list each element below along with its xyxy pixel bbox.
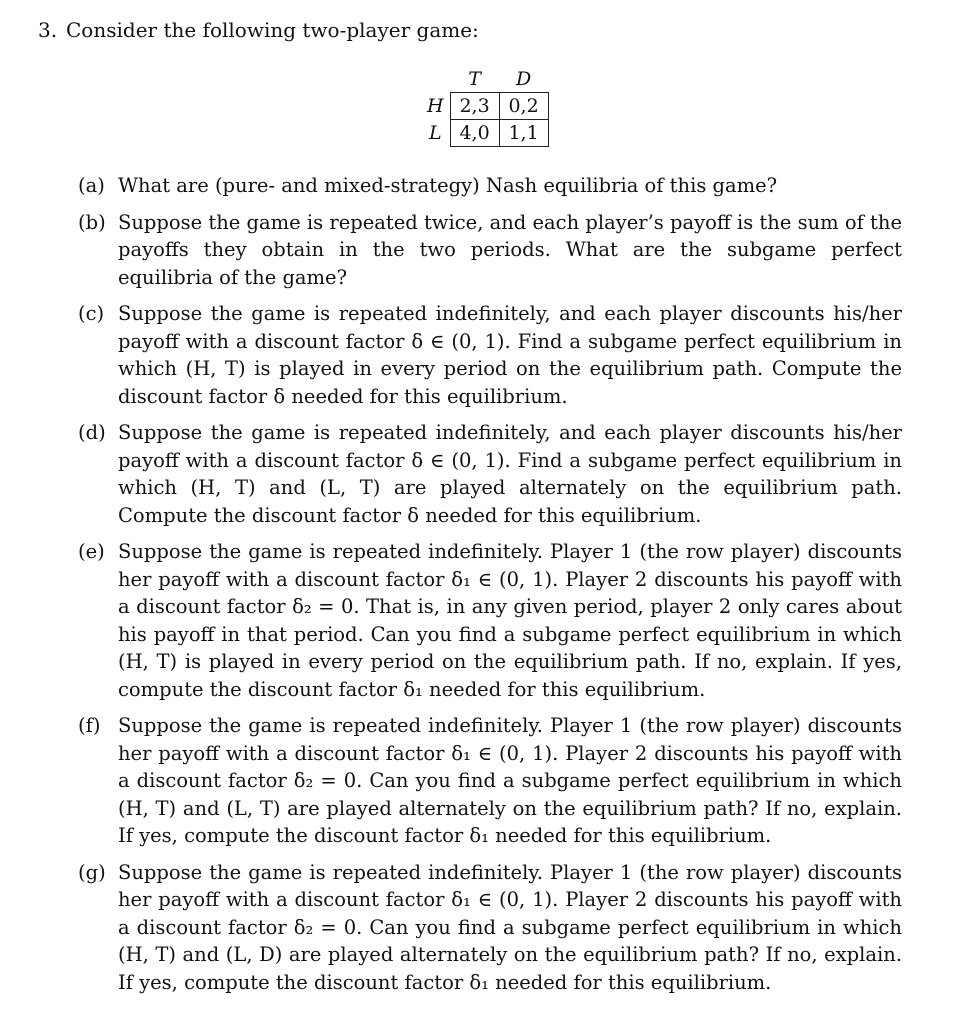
payoff-matrix — [420, 66, 549, 147]
cell-h-d: 0,2 — [499, 93, 548, 120]
row-label-l: L — [428, 122, 442, 144]
part-label: (f) — [78, 714, 101, 737]
col-label-t: T — [468, 68, 481, 90]
part-label: (g) — [78, 860, 106, 884]
question-header — [38, 16, 479, 44]
part-b — [78, 209, 902, 292]
part-text: Suppose the game is repeated indefinitely. Player 1 (the row player) discounts her payoff with a discount factor δ₁ ∈ (0, 1). Player 2 discounts his payoff with a discount factor δ₂ = 0. Can you find a subgame perfect equilibrium in which (H, T) and (L, D) are played alternately on the equilibrium path? If no, explain. If yes, compute the discount factor δ₁ needed for this equilibrium. — [118, 860, 902, 994]
matrix-row-h — [420, 93, 548, 120]
part-a — [78, 172, 902, 200]
part-e — [78, 538, 902, 703]
question-prompt: Consider the following two-player game: — [66, 18, 479, 42]
row-label-h: H — [427, 95, 444, 117]
part-label: (e) — [78, 540, 105, 563]
part-label: (d) — [78, 421, 106, 444]
part-label: (a) — [78, 174, 105, 197]
column-header-row — [420, 66, 548, 93]
cell-l-t: 4,0 — [450, 120, 499, 147]
part-text: Suppose the game is repeated twice, and each player’s payoff is the sum of the payoffs they obtain in the two periods. What are the subgame perfect equilibria of the game? — [118, 210, 902, 289]
cell-l-d: 1,1 — [499, 120, 548, 147]
part-text: Suppose the game is repeated indefinitely, and each player discounts his/her payoff with a discount factor δ ∈ (0, 1). Find a subgame perfect equilibrium in which (H, T) is played in every period on the equilibrium path. Compute the discount factor δ needed for this equilibrium. — [118, 302, 902, 408]
col-label-d: D — [515, 68, 532, 90]
part-f — [78, 712, 902, 850]
part-label: (c) — [78, 302, 105, 325]
part-c — [78, 300, 902, 410]
part-text: Suppose the game is repeated indefinitely, and each player discounts his/her payoff with a discount factor δ ∈ (0, 1). Find a subgame perfect equilibrium in which (H, T) and (L, T) are played alternately on the equilibrium path. Compute the discount factor δ needed for this equilibrium. — [118, 421, 902, 527]
part-d — [78, 419, 902, 529]
question-number: 3. — [38, 18, 58, 42]
cell-h-t: 2,3 — [450, 93, 499, 120]
part-g — [78, 859, 902, 997]
part-text: What are (pure- and mixed-strategy) Nash equilibria of this game? — [118, 174, 778, 197]
part-label: (b) — [78, 210, 106, 234]
matrix-row-l — [420, 120, 548, 147]
part-text: Suppose the game is repeated indefinitely. Player 1 (the row player) discounts her payoff with a discount factor δ₁ ∈ (0, 1). Player 2 discounts his payoff with a discount factor δ₂ = 0. Can you find a subgame perfect equilibrium in which (H, T) and (L, T) are played alternately on the equilibrium path? If no, explain. If yes, compute the discount factor δ₁ needed for this equilibrium. — [118, 714, 902, 847]
sub-questions — [78, 172, 902, 1005]
part-text: Suppose the game is repeated indefinitely. Player 1 (the row player) discounts her payoff with a discount factor δ₁ ∈ (0, 1). Player 2 discounts his payoff with a discount factor δ₂ = 0. That is, in any given period, player 2 only cares about his payoff in that period. Can you find a subgame perfect equilibrium in which (H, T) is played in every period on the equilibrium path. If no, explain. If yes, compute the discount factor δ₁ needed for this equilibrium. — [118, 540, 902, 701]
